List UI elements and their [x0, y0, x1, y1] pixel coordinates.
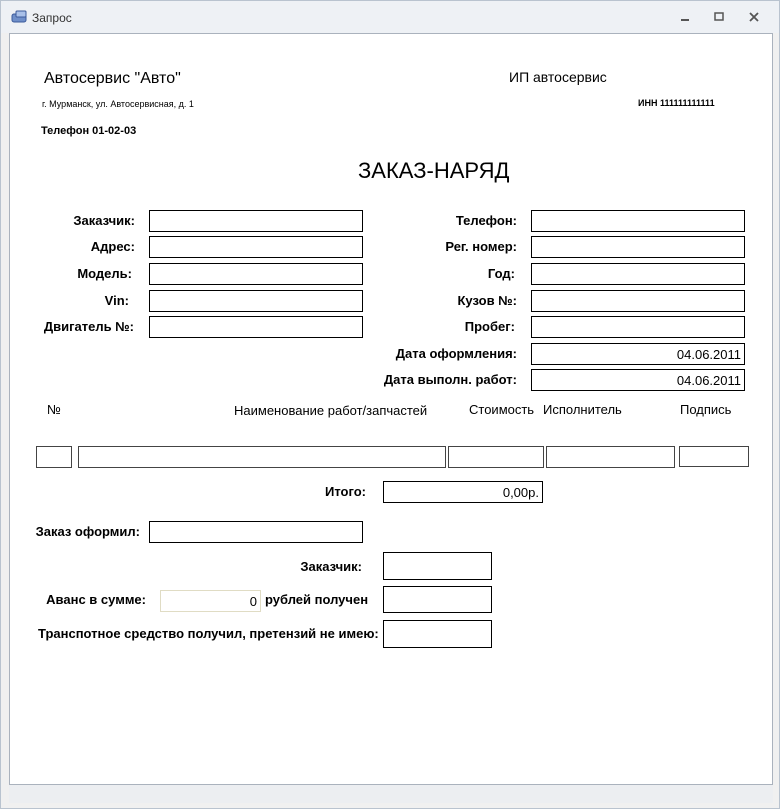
row-performer-cell[interactable] — [546, 446, 675, 468]
title-bar — [1, 1, 779, 33]
issue-date-label: Дата оформления: — [395, 346, 517, 361]
row-cost-cell[interactable] — [448, 446, 544, 468]
phone-label: Телефон: — [455, 213, 517, 228]
customer-signature-label: Заказчик: — [300, 559, 362, 574]
body-number-field[interactable] — [531, 290, 745, 312]
reg-number-label: Рег. номер: — [445, 239, 517, 254]
company-name: Автосервис "Авто" — [44, 70, 181, 87]
address-field[interactable] — [149, 236, 363, 258]
engine-label: Двигатель №: — [43, 319, 134, 334]
restore-button[interactable] — [712, 11, 726, 23]
query-icon — [11, 10, 29, 24]
order-form — [9, 33, 773, 785]
total-field: 0,00р. — [383, 481, 543, 503]
close-icon — [747, 11, 761, 23]
vin-label: Vin: — [104, 293, 129, 308]
engine-field[interactable] — [149, 316, 363, 338]
customer-label: Заказчик: — [73, 213, 135, 228]
advance-label: Аванс в сумме: — [46, 592, 146, 607]
order-by-field[interactable] — [149, 521, 363, 543]
status-bar — [9, 785, 773, 803]
company-inn: ИНН 111111111111 — [638, 98, 715, 108]
customer-signature-box[interactable] — [383, 552, 492, 580]
mileage-label: Пробег: — [464, 319, 515, 334]
advance-field[interactable]: 0 — [160, 590, 261, 612]
advance-signature-box[interactable] — [383, 586, 492, 613]
col-header-cost: Стоимость — [469, 402, 535, 417]
row-name-cell[interactable] — [78, 446, 446, 468]
model-field[interactable] — [149, 263, 363, 285]
vehicle-received-label: Транспотное средство получил, претензий не имею: — [38, 626, 379, 641]
company-phone: Телефон 01-02-03 — [41, 125, 137, 137]
address-label: Адрес: — [90, 239, 135, 254]
window-title: Запрос — [32, 11, 72, 25]
vin-field[interactable] — [149, 290, 363, 312]
order-by-label: Заказ оформил: — [35, 524, 140, 539]
customer-field[interactable] — [149, 210, 363, 232]
vehicle-received-box[interactable] — [383, 620, 492, 648]
mileage-field[interactable] — [531, 316, 745, 338]
year-label: Год: — [487, 266, 515, 281]
work-date-field[interactable]: 04.06.2011 — [531, 369, 745, 391]
col-header-signature: Подпись — [680, 402, 732, 417]
col-header-number: № — [47, 402, 61, 417]
col-header-name: Наименование работ/запчастей — [234, 403, 428, 418]
close-button[interactable] — [747, 11, 761, 23]
restore-icon — [712, 11, 726, 23]
advance-suffix-label: рублей получен — [265, 592, 369, 607]
model-label: Модель: — [77, 266, 132, 281]
body-number-label: Кузов №: — [457, 293, 517, 308]
col-header-performer: Исполнитель — [543, 402, 622, 417]
page-title: ЗАКАЗ-НАРЯД — [358, 158, 510, 183]
phone-field[interactable] — [531, 210, 745, 232]
minimize-button[interactable] — [678, 11, 692, 23]
row-number-cell[interactable] — [36, 446, 72, 468]
total-label: Итого: — [325, 484, 366, 499]
reg-number-field[interactable] — [531, 236, 745, 258]
company-address: г. Мурманск, ул. Автосервисная, д. 1 — [42, 99, 194, 109]
issue-date-field[interactable]: 04.06.2011 — [531, 343, 745, 365]
year-field[interactable] — [531, 263, 745, 285]
row-signature-cell[interactable] — [679, 446, 749, 467]
company-owner: ИП автосервис — [509, 69, 607, 85]
work-date-label: Дата выполн. работ: — [383, 372, 517, 387]
minimize-icon — [678, 11, 692, 23]
